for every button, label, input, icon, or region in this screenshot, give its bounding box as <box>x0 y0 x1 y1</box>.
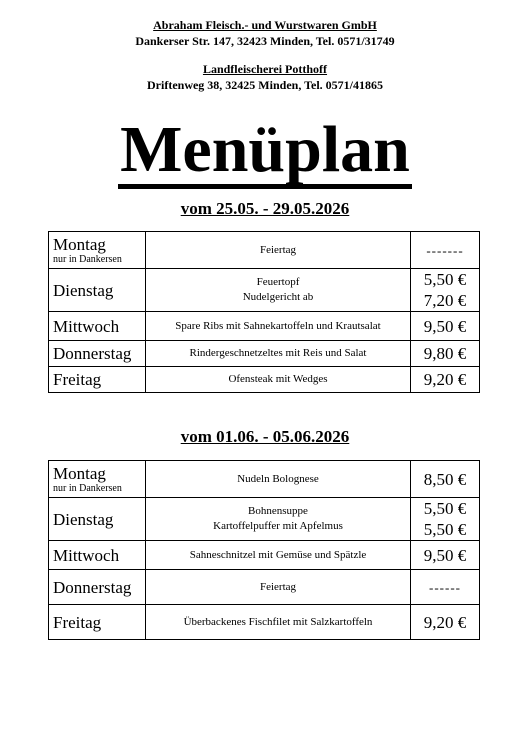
dish-line-1: Spare Ribs mit Sahnekartoffeln und Krautsalat <box>175 319 381 332</box>
price-cell <box>411 461 480 498</box>
dish-line-1: Feiertag <box>259 580 297 593</box>
day-note: nur in Dankersen <box>53 483 122 494</box>
company-1-name: Abraham Fleisch.- und Wurstwaren GmbH <box>153 18 377 32</box>
week-1-menu-table <box>48 231 480 393</box>
dish-line-1: Sahneschnitzel mit Gemüse und Spätzle <box>189 548 367 561</box>
dish-line-2: Kartoffelpuffer mit Apfelmus <box>213 520 343 532</box>
day-name: Dienstag <box>53 280 114 300</box>
dish-line-2: Nudelgericht ab <box>242 291 314 303</box>
day-cell <box>49 367 146 393</box>
company-2-block <box>0 61 530 93</box>
company-2-address: Driftenweg 38, 32425 Minden, Tel. 0571/41865 <box>147 78 383 92</box>
dish-line-1: Feuertopf <box>256 276 300 288</box>
week-2-label: vom 01.06. - 05.06.2026 <box>180 427 350 446</box>
price-cell <box>411 232 480 269</box>
dish-cell <box>146 605 411 640</box>
day-name: Montag <box>53 464 106 483</box>
table-row <box>49 461 480 498</box>
table-row <box>49 269 480 312</box>
day-name: Freitag <box>53 612 102 632</box>
day-cell <box>49 461 146 498</box>
price-line-1: ------ <box>429 579 461 595</box>
table-row <box>49 605 480 640</box>
price-line-1: 9,50 € <box>423 316 467 336</box>
dish-cell <box>146 541 411 570</box>
price-cell <box>411 367 480 393</box>
dish-cell <box>146 269 411 312</box>
dish-cell <box>146 312 411 341</box>
dish-line-1: Bohnensuppe <box>248 505 308 517</box>
price-line-2: 5,50 € <box>423 520 467 539</box>
price-line-1: 9,20 € <box>423 370 467 389</box>
dish-cell <box>146 367 411 393</box>
price-line-1: 9,80 € <box>423 344 467 363</box>
page-title-block <box>0 112 530 189</box>
day-name: Montag <box>53 235 106 254</box>
price-line-1: 9,20 € <box>423 612 467 632</box>
day-cell <box>49 341 146 367</box>
table-row <box>49 232 480 269</box>
dish-cell <box>146 232 411 269</box>
table-row <box>49 312 480 341</box>
week-2-title <box>0 427 530 447</box>
day-name: Dienstag <box>53 509 114 529</box>
table-row <box>49 498 480 541</box>
day-name: Mittwoch <box>53 316 120 336</box>
table-row <box>49 541 480 570</box>
price-cell <box>411 312 480 341</box>
week-1-label: vom 25.05. - 29.05.2026 <box>180 199 350 218</box>
dish-line-1: Überbackenes Fischfilet mit Salzkartoffeln <box>183 615 373 628</box>
day-name: Donnerstag <box>53 344 132 363</box>
dish-cell <box>146 570 411 605</box>
company-2-name: Landfleischerei Potthoff <box>202 62 328 76</box>
price-cell <box>411 605 480 640</box>
price-line-1: 9,50 € <box>423 545 467 565</box>
company-1-address: Dankerser Str. 147, 32423 Minden, Tel. 0571/31749 <box>135 34 395 48</box>
price-line-1: 8,50 € <box>423 469 467 489</box>
day-cell <box>49 312 146 341</box>
price-cell <box>411 541 480 570</box>
table-row <box>49 367 480 393</box>
company-1-block <box>0 17 530 49</box>
day-cell <box>49 605 146 640</box>
price-line-1: 5,50 € <box>423 270 467 289</box>
page-title: Menüplan <box>118 116 412 189</box>
day-name: Freitag <box>53 370 102 389</box>
price-cell <box>411 570 480 605</box>
dish-cell <box>146 341 411 367</box>
price-cell <box>411 341 480 367</box>
day-name: Donnerstag <box>53 577 132 597</box>
price-line-1: ------- <box>426 242 464 258</box>
day-cell <box>49 541 146 570</box>
week-2-menu-table <box>48 460 480 640</box>
price-cell <box>411 269 480 312</box>
price-cell <box>411 498 480 541</box>
dish-cell <box>146 461 411 498</box>
table-row <box>49 341 480 367</box>
day-cell <box>49 232 146 269</box>
price-line-1: 5,50 € <box>423 499 467 518</box>
week-1-title <box>0 199 530 219</box>
dish-line-1: Rindergeschnetzeltes mit Reis und Salat <box>189 347 367 359</box>
dish-line-1: Feiertag <box>259 243 297 256</box>
price-line-2: 7,20 € <box>423 291 467 310</box>
day-cell <box>49 269 146 312</box>
day-name: Mittwoch <box>53 545 120 565</box>
dish-line-1: Nudeln Bolognese <box>237 472 319 485</box>
day-cell <box>49 498 146 541</box>
dish-cell <box>146 498 411 541</box>
dish-line-1: Ofensteak mit Wedges <box>228 373 328 385</box>
day-note: nur in Dankersen <box>53 254 122 265</box>
table-row <box>49 570 480 605</box>
day-cell <box>49 570 146 605</box>
